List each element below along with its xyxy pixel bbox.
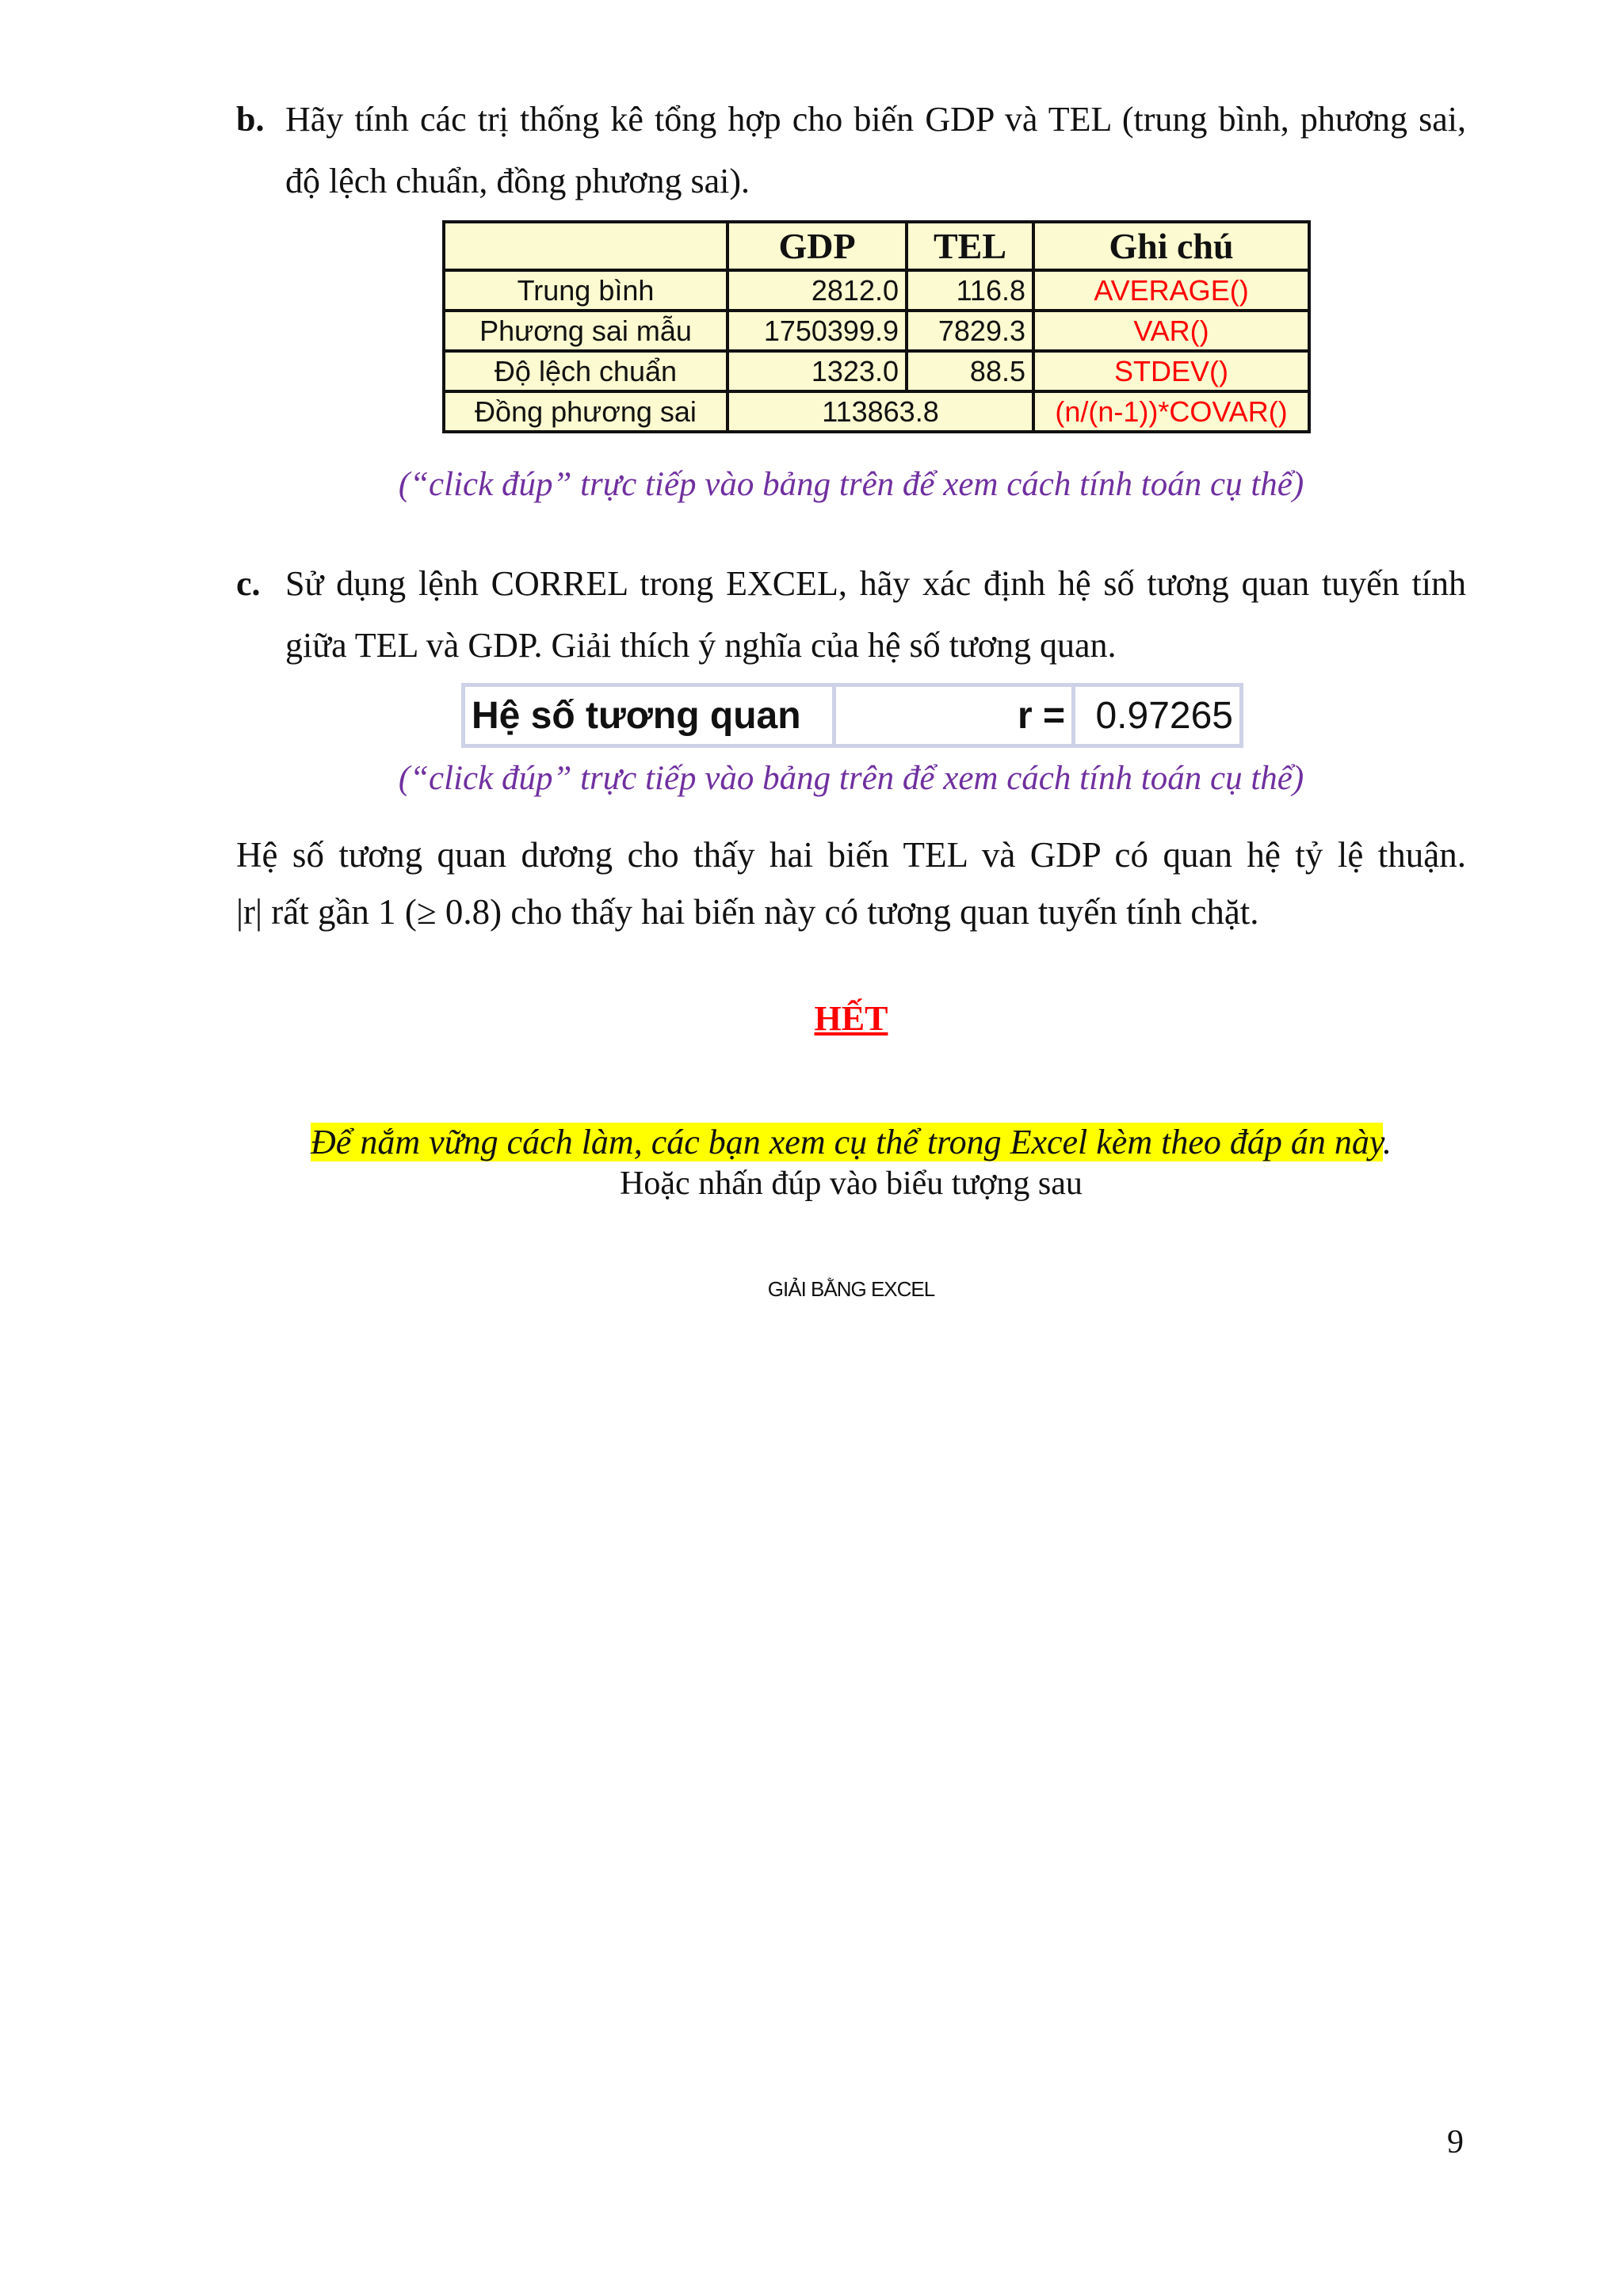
explanation-line2: |r| rất gần 1 (≥ 0.8) cho thấy hai biến này có tương quan tuyến tính chặt. <box>236 892 1259 932</box>
excel-note-line2: Hoặc nhấn đúp vào biểu tượng sau <box>620 1165 1083 1202</box>
correlation-table[interactable] <box>461 683 1243 748</box>
explanation-line1: Hệ số tương quan dương cho thấy hai biến TEL và GDP có quan hệ tỷ lệ thuận. <box>236 835 1466 875</box>
table-row <box>444 311 1309 351</box>
hint-text-1: (“click đúp” trực tiếp vào bảng trên để xem cách tính toán cụ thể) <box>398 466 1304 503</box>
excel-note-highlight: Để nắm vững cách làm, các bạn xem cụ thể trong Excel kèm theo đáp án này <box>311 1123 1383 1161</box>
part-c-label: c. <box>236 564 261 603</box>
end-title: HẾT <box>814 999 888 1038</box>
row-label: Độ lệch chuẩn <box>444 351 727 391</box>
page-number: 9 <box>1447 2124 1464 2161</box>
gdp-value: 2812.0 <box>727 270 907 311</box>
covariance-value: 113863.8 <box>727 391 1033 432</box>
excel-note-period: . <box>1382 1123 1392 1161</box>
part-b-line1: Hãy tính các trị thống kê tổng hợp cho biến GDP và TEL (trung bình, phương sai, <box>285 100 1466 139</box>
row-label: Trung bình <box>444 270 727 311</box>
correlation-row <box>464 685 1242 746</box>
formula-note: AVERAGE() <box>1033 270 1309 311</box>
r-label: r = <box>834 685 1074 746</box>
formula-note: (n/(n-1))*COVAR() <box>1033 391 1309 432</box>
header-empty-cell <box>444 222 727 270</box>
row-label: Đồng phương sai <box>444 391 727 432</box>
part-c-line1: Sử dụng lệnh CORREL trong EXCEL, hãy xác định hệ số tương quan tuyến tính <box>285 564 1466 603</box>
excel-embed-icon[interactable] <box>0 1277 1623 1302</box>
part-b-line2: độ lệch chuẩn, đồng phương sai). <box>285 162 750 200</box>
header-note: Ghi chú <box>1033 222 1309 270</box>
part-b-label: b. <box>236 100 265 139</box>
correlation-label: Hệ số tương quan <box>464 685 834 746</box>
gdp-value: 1750399.9 <box>727 311 907 351</box>
formula-note: VAR() <box>1033 311 1309 351</box>
covariance-row <box>444 391 1309 432</box>
stats-header-row <box>444 222 1309 270</box>
header-gdp: GDP <box>727 222 907 270</box>
row-label: Phương sai mẫu <box>444 311 727 351</box>
excel-icon-label: GIẢI BẰNG EXCEL <box>767 1277 935 1301</box>
table-row <box>444 270 1309 311</box>
stats-table[interactable] <box>442 220 1311 433</box>
r-value: 0.97265 <box>1074 685 1242 746</box>
excel-note <box>0 1122 1623 1162</box>
tel-value: 88.5 <box>907 351 1033 391</box>
hint-text-2: (“click đúp” trực tiếp vào bảng trên để xem cách tính toán cụ thể) <box>398 760 1304 797</box>
formula-note: STDEV() <box>1033 351 1309 391</box>
part-c-line2: giữa TEL và GDP. Giải thích ý nghĩa của hệ số tương quan. <box>285 626 1117 665</box>
tel-value: 116.8 <box>907 270 1033 311</box>
header-tel: TEL <box>907 222 1033 270</box>
gdp-value: 1323.0 <box>727 351 907 391</box>
table-row <box>444 351 1309 391</box>
tel-value: 7829.3 <box>907 311 1033 351</box>
